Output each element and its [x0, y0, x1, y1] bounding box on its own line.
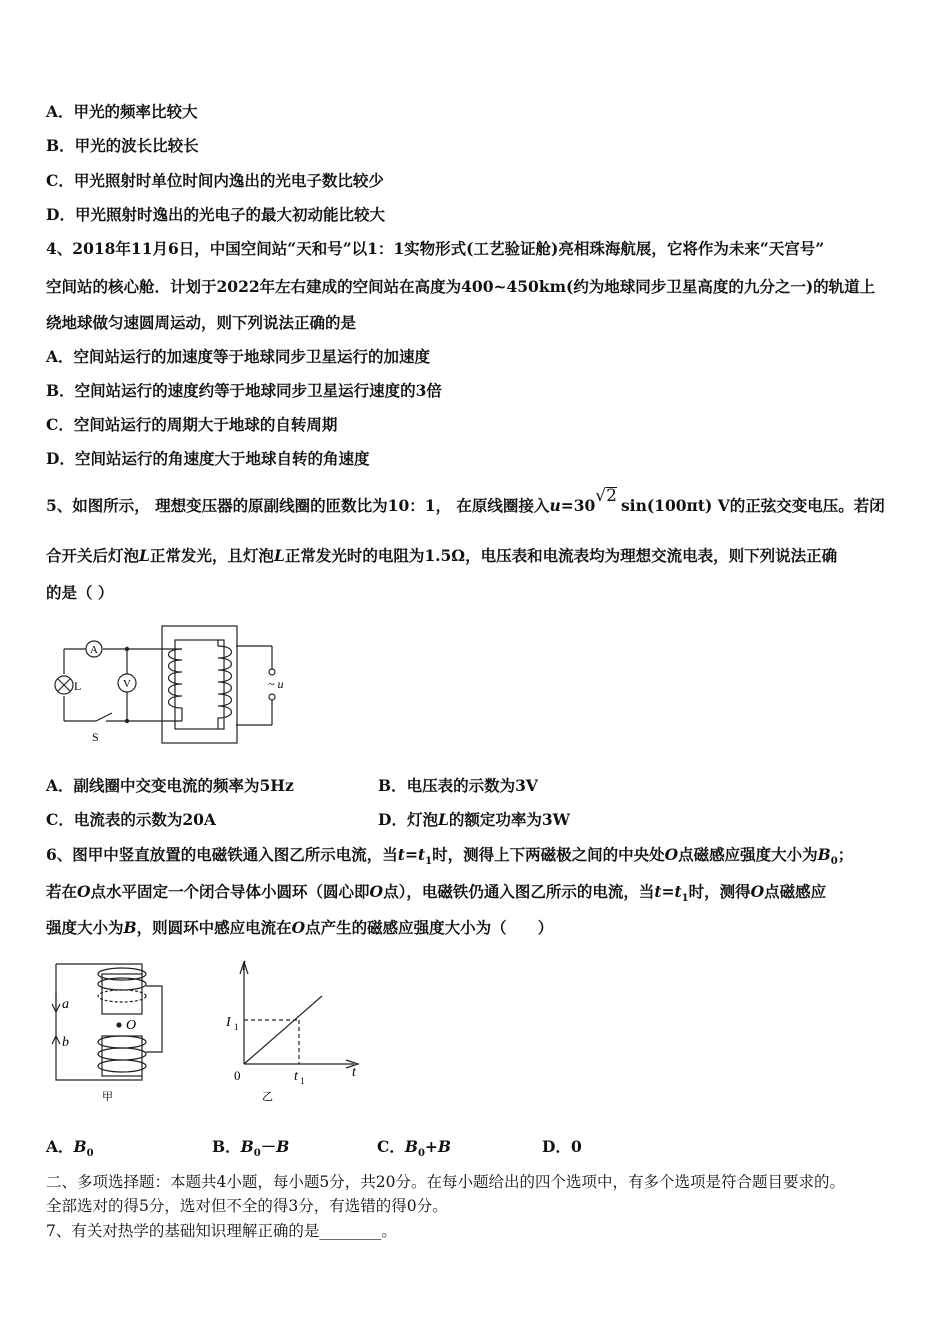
- q6-option-b: B．$B_0-B$: [212, 1137, 290, 1160]
- source-label: ~ u: [268, 677, 284, 691]
- q5-option-a: A．副线圈中交变电流的频率为5Hz: [46, 776, 294, 795]
- axis-t: t: [352, 1065, 356, 1080]
- origin-zero: 0: [234, 1068, 241, 1083]
- current-time-graph: [222, 952, 372, 1107]
- q4-option-a: A．空间站运行的加速度等于地球同步卫星运行的加速度: [46, 347, 431, 366]
- section2-instructions-line2: 全部选对的得5分，选对但不全的得3分，有选错的得0分。: [46, 1197, 448, 1215]
- label-o: O: [126, 1018, 137, 1033]
- label-I-sub: 1: [234, 1022, 239, 1032]
- point-o-dot: [116, 1022, 121, 1027]
- q4-stem-line3: 绕地球做匀速圆周运动，则下列说法正确的是: [46, 313, 357, 332]
- q5-stem-line3: 的是（ ）: [46, 583, 114, 602]
- label-t1: t: [294, 1069, 298, 1084]
- q4-option-d: D．空间站运行的角速度大于地球自转的角速度: [46, 449, 370, 468]
- q4-stem-line1: 4、2018年11月6日，中国空间站“天和号”以1：1实物形式(工艺验证舱)亮相珠海航展，它将作为未来“天宫号”: [46, 239, 825, 258]
- q6-stem-line3: 强度大小为B，则圆环中感应电流在O点产生的磁感应强度大小为（ ）: [46, 918, 554, 937]
- ammeter-label: A: [90, 644, 98, 656]
- q5-stem-line1: 5、如图所示， 理想变压器的原副线圈的匝数比为10：1， 在原线圈接入u=30√2 sin(100πt) V的正弦交变电压。若闭: [46, 486, 885, 515]
- q7-answer-blank[interactable]: ________。: [319, 1222, 397, 1240]
- section2-instructions-line1: 二、多项选择题：本题共4小题，每小题5分，共20分。在每小题给出的四个选项中，有多个选项是符合题目要求的。: [46, 1173, 845, 1191]
- q5-stem-line2: 合开关后灯泡L正常发光，且灯泡L正常发光时的电阻为1.5Ω，电压表和电流表均为理想交流电表，则下列说法正确: [46, 546, 838, 565]
- transformer-circuit-figure: [46, 622, 316, 752]
- q6-option-d: D．0: [542, 1137, 582, 1156]
- label-b: b: [62, 1035, 69, 1050]
- voltmeter-label: V: [123, 678, 131, 690]
- caption-jia: 甲: [102, 1091, 113, 1103]
- q3-option-b: B．甲光的波长比较长: [46, 136, 199, 155]
- q5-option-c: C．电流表的示数为20A: [46, 810, 216, 829]
- q6-stem-line2: 若在O点水平固定一个闭合导体小圆环（圆心即O点），电磁铁仍通入图乙所示的电流，当$t=t_1$时，测得O点磁感应: [46, 882, 827, 905]
- q5-option-d: D．灯泡L的额定功率为3W: [378, 810, 571, 829]
- electromagnet-figure: [46, 956, 176, 1106]
- q7-stem: 7、有关对热学的基础知识理解正确的是________。: [46, 1222, 397, 1240]
- q6-stem-line1: 6、图甲中竖直放置的电磁铁通入图乙所示电流，当$t=t_1$时，测得上下两磁极之间的中央处O点磁感应强度大小为$B_0$；: [46, 845, 854, 868]
- q4-option-b: B．空间站运行的速度约等于地球同步卫星运行速度的3倍: [46, 381, 442, 400]
- sqrt-symbol: √2: [595, 486, 617, 506]
- axis-i: i: [242, 959, 246, 974]
- caption-yi: 乙: [262, 1091, 273, 1103]
- q6-option-c: C．$B_0+B$: [377, 1137, 452, 1160]
- label-a: a: [62, 997, 69, 1012]
- q4-option-c: C．空间站运行的周期大于地球的自转周期: [46, 415, 338, 434]
- q3-option-c: C．甲光照射时单位时间内逸出的光电子数比较少: [46, 171, 384, 190]
- q4-stem-line2: 空间站的核心舱．计划于2022年左右建成的空间站在高度为400~450km(约为地球同步卫星高度的九分之一)的轨道上: [46, 277, 876, 296]
- switch-label: S: [92, 730, 99, 744]
- q3-option-a: A．甲光的频率比较大: [46, 102, 198, 121]
- label-I: I: [226, 1015, 231, 1030]
- q6-option-a: A．$B_0$: [46, 1137, 94, 1160]
- q5-option-b: B．电压表的示数为3V: [378, 776, 538, 795]
- q3-option-d: D．甲光照射时逸出的光电子的最大初动能比较大: [46, 205, 385, 224]
- label-t1-sub: 1: [300, 1076, 305, 1086]
- lamp-label: L: [74, 679, 82, 693]
